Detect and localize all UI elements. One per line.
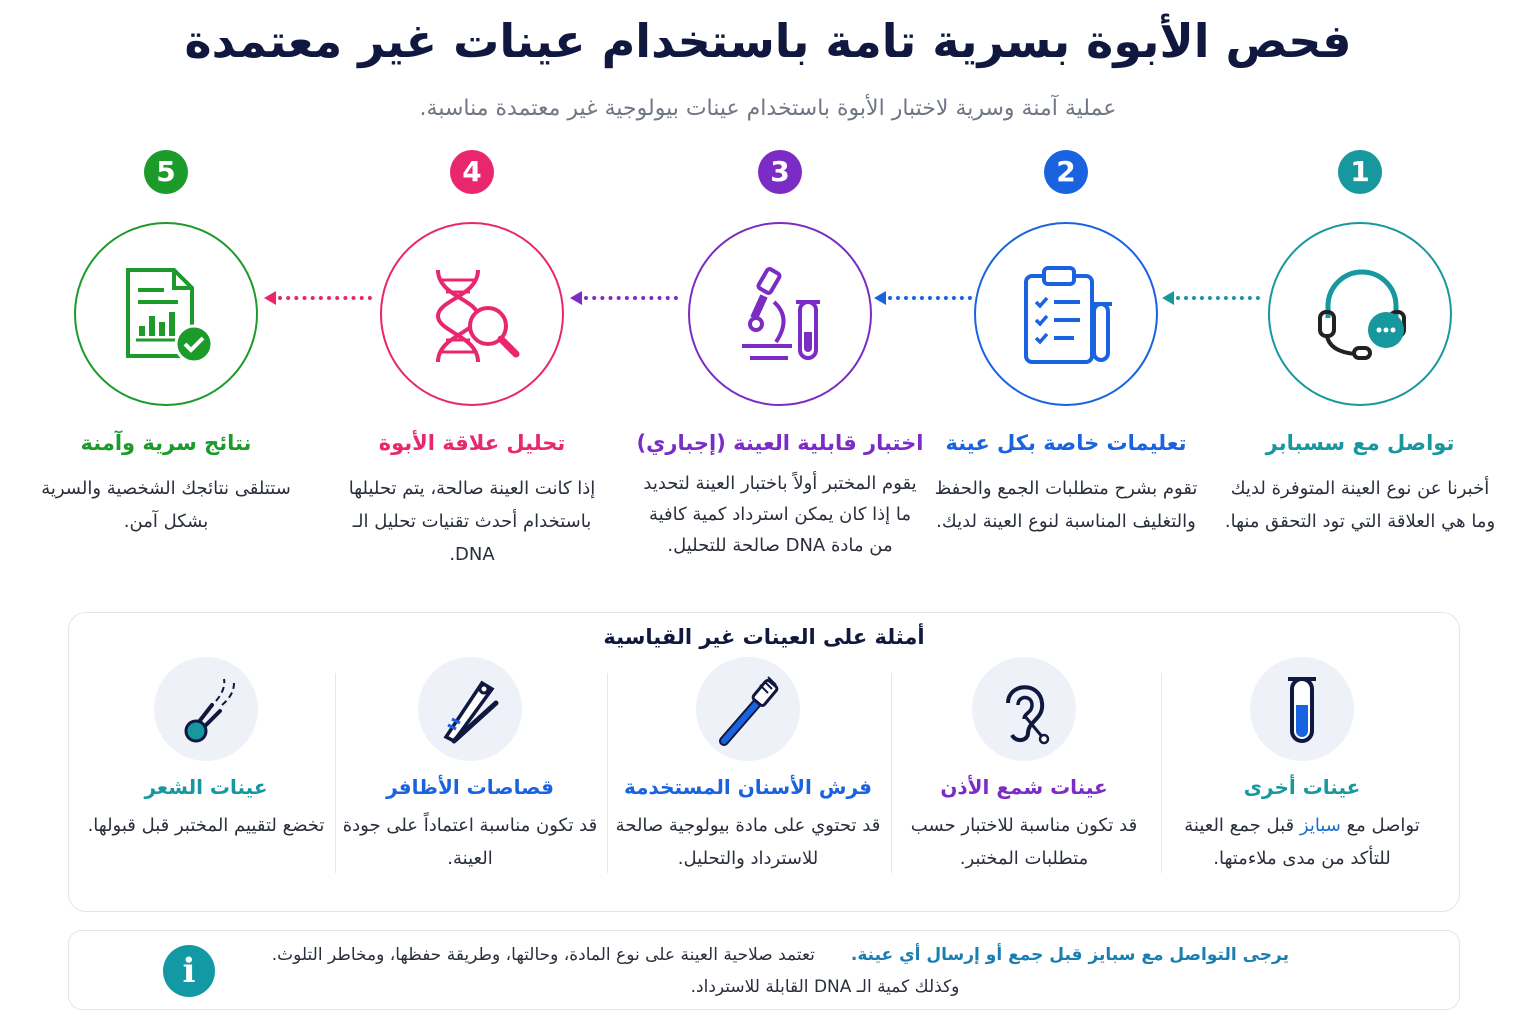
step-number: 4 [450, 150, 494, 194]
info-highlight: يرجى التواصل مع سبايز قبل جمع أو إرسال أي عينة. [850, 945, 1289, 965]
example-title: عينات أخرى [1243, 775, 1361, 799]
step-5 [16, 150, 316, 538]
divider [1161, 673, 1162, 873]
info-icon: i [163, 945, 215, 997]
ear-icon [994, 675, 1054, 745]
step-4 [322, 150, 622, 571]
step-circle [974, 222, 1158, 406]
dna-icon [428, 266, 520, 366]
example-title: فرش الأسنان المستخدمة [624, 775, 872, 799]
step-description: أخبرنا عن نوع العينة المتوفرة لديك وما هي العلاقة التي تود التحقق منها. [1224, 478, 1496, 532]
step-circle [74, 222, 258, 406]
example-description: تخضع لتقييم المختبر قبل قبولها. [87, 815, 325, 836]
step-description: تقوم بشرح متطلبات الجمع والحفظ والتغليف المناسبة لنوع العينة لديك. [934, 478, 1198, 532]
step-number: 1 [1338, 150, 1382, 194]
info-text-line2: وكذلك كمية الـ DNA القابلة للاسترداد. [690, 977, 960, 997]
example-nail-clippings [335, 657, 605, 875]
example-icon-bg [154, 657, 258, 761]
hair-icon [176, 675, 240, 747]
page-title: فحص الأبوة بسرية تامة باستخدام عينات غير معتمدة [184, 14, 1352, 68]
example-title: عينات شمع الأذن [940, 775, 1108, 799]
connector-arrow [570, 288, 680, 308]
step-2 [916, 150, 1216, 538]
step-circle [688, 222, 872, 406]
step-title: اختبار قابلية العينة (إجباري) [636, 431, 924, 455]
report-icon [122, 266, 214, 366]
example-icon-bg [972, 657, 1076, 761]
step-description: يقوم المختبر أولاً باختبار العينة لتحديد ما إذا كان يمكن استرداد كمية كافية من مادة DNA صالحة للتحليل. [643, 473, 917, 556]
test-tube-icon [1272, 675, 1332, 745]
step-number: 5 [144, 150, 188, 194]
step-description: إذا كانت العينة صالحة، يتم تحليلها باستخدام أحدث تقنيات تحليل الـ DNA. [348, 478, 596, 565]
info-box [68, 930, 1460, 1010]
toothbrush-icon [718, 675, 782, 747]
example-earwax [889, 657, 1159, 875]
examples-panel [68, 612, 1460, 912]
example-description: قد تكون مناسبة للاختبار حسب متطلبات المختبر. [910, 815, 1138, 869]
step-title: تحليل علاقة الأبوة [378, 431, 566, 455]
clipboard-icon [1022, 266, 1114, 366]
nail-clipper-icon [440, 675, 504, 747]
step-number: 3 [758, 150, 802, 194]
divider [607, 673, 608, 873]
example-description: تواصل مع سبايز قبل جمع العينة للتأكد من مدى ملاءمتها. [1184, 815, 1420, 869]
connector-arrow [1162, 288, 1262, 308]
example-hair [71, 657, 341, 842]
example-icon-bg [696, 657, 800, 761]
headset-icon [1316, 266, 1408, 366]
page-subtitle: عملية آمنة وسرية لاختبار الأبوة باستخدام عينات بيولوجية غير معتمدة مناسبة. [419, 96, 1117, 121]
example-description: قد تكون مناسبة اعتماداً على جودة العينة. [342, 815, 598, 869]
info-text: يرجى التواصل مع سبايز قبل جمع أو إرسال أي عينة.تعتمد صلاحية العينة على نوع المادة، وحالتها، وطريقة حفظها، ومخاطر التلوث. [271, 945, 1289, 965]
step-description: ستتلقى نتائجك الشخصية والسرية بشكل آمن. [41, 478, 291, 532]
connector-arrow [264, 288, 374, 308]
brand-name: سبايز [1299, 815, 1341, 836]
step-title: تواصل مع سسبابر [1265, 431, 1455, 455]
step-title: تعليمات خاصة بكل عينة [945, 431, 1187, 455]
microscope-icon [736, 266, 828, 366]
example-description: قد تحتوي على مادة بيولوجية صالحة للاسترداد والتحليل. [615, 815, 881, 869]
connector-arrow [874, 288, 974, 308]
example-title: قصاصات الأظافر [386, 775, 554, 799]
example-title: عينات الشعر [144, 775, 268, 799]
example-other-samples [1167, 657, 1437, 875]
examples-title: أمثلة على العينات غير القياسية [603, 625, 925, 649]
example-toothbrush [613, 657, 883, 875]
step-circle [1268, 222, 1452, 406]
example-icon-bg [1250, 657, 1354, 761]
step-3 [630, 150, 930, 561]
step-1 [1210, 150, 1510, 538]
example-icon-bg [418, 657, 522, 761]
step-number: 2 [1044, 150, 1088, 194]
step-title: نتائج سرية وآمنة [80, 431, 252, 455]
step-circle [380, 222, 564, 406]
